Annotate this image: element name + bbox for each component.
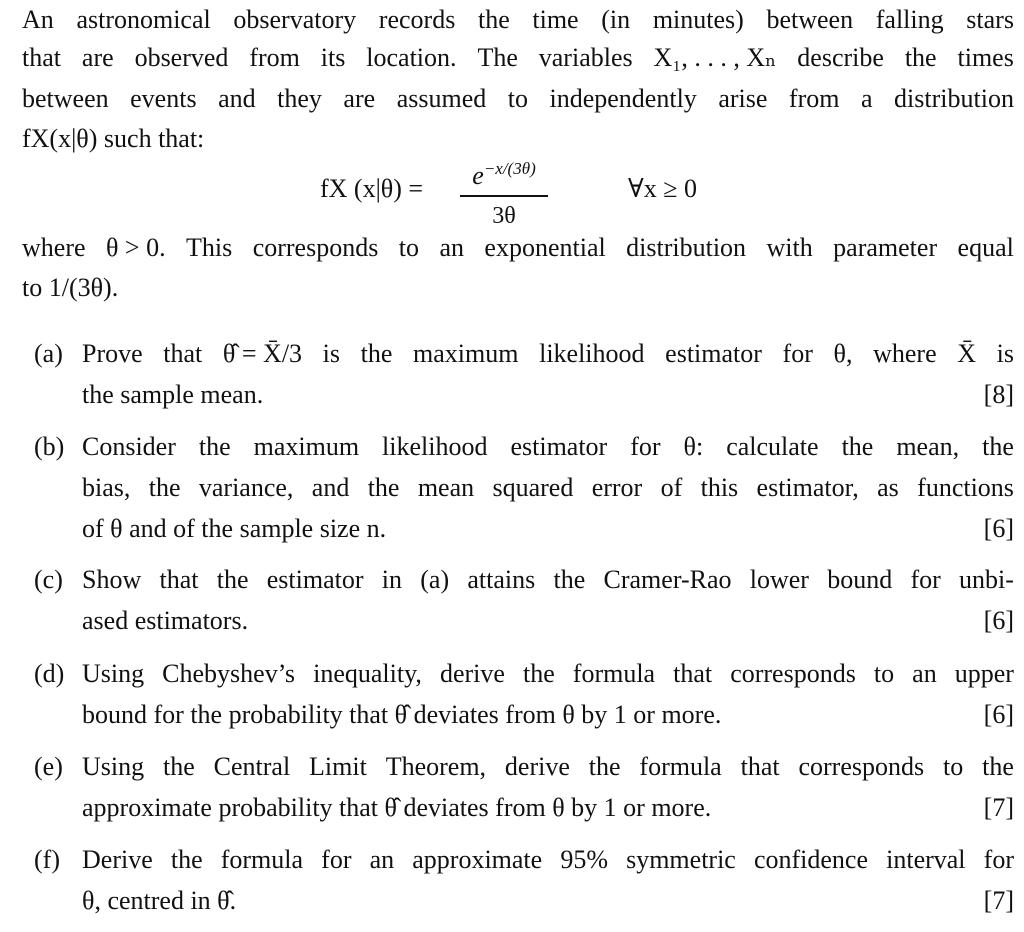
intro-line-3-word: distribution [894,84,1014,113]
question-line-word: symmetric [626,845,736,874]
question-line-word: of [660,473,683,502]
question-line-word: estimator [510,432,608,461]
density-formula [0,152,1024,232]
question-line-word: likelihood [539,339,645,368]
intro-line-1-word: records [378,5,456,34]
marks-badge: [7] [983,793,1014,822]
question-line-word: the [360,339,393,368]
question-line-word: Derive [82,845,153,874]
intro-line-1-word: observatory [233,5,357,34]
intro-line-1-word: between [766,5,854,34]
question-line-word: an [912,659,937,688]
question-line [82,334,1014,374]
question-line-word: θ̂ = X̄/3 [222,339,303,368]
question-line-word: mean, [896,432,960,461]
question-line-word: an [369,845,395,874]
question-line [82,427,1014,467]
formula-numerator [456,152,552,193]
formula-condition: ∀x ≥ 0 [628,174,697,203]
question-line-word: for [910,565,941,594]
question-line-word: inequality, [313,659,422,688]
question-line-word: estimator, [756,473,859,502]
question-line-word: corresponds [730,659,856,688]
question-line-word: to [873,659,895,688]
formula-lhs: fX (x|θ) = [320,174,424,203]
question-line-word: the [367,473,400,502]
question-line-word: Limit [309,752,367,781]
question-line-word: estimator [266,565,364,594]
question-line [82,560,1014,600]
question-line-word: likelihood [382,432,488,461]
question-line-word: in [381,565,403,594]
intro-line-2-word: The [477,43,518,72]
question-line: bound for the probability that θ̂ deviates from θ by 1 or more. [82,700,722,729]
intro-line-5-word: where [22,233,86,262]
question-line-word: formula [572,659,656,688]
intro-line-6: to 1/(3θ). [22,273,119,302]
question-line-word: formula [220,845,304,874]
question-line-word: calculate [726,432,819,461]
intro-line-2-word: observed [134,43,229,72]
intro-line-2-word: from [249,43,300,72]
formula-numerator-exponent: −x/(3θ) [483,159,536,178]
question-line-word: for [782,339,813,368]
intro-line-2-word: variables [538,43,633,72]
question-line-word: bias, [82,473,131,502]
question-line-word: maximum [413,339,519,368]
question-line-word: Consider [82,432,176,461]
marks-badge: [8] [983,380,1014,409]
question-line [82,468,1014,508]
question-line-word: Cramer-Rao [603,565,732,594]
question-line [82,840,1014,880]
intro-line-2-word: location. [366,43,457,72]
intro-line-3-word: events [130,84,197,113]
formula-fraction [456,152,552,231]
question-line: θ, centred in θ̂. [82,886,237,915]
question-label: (f) [34,845,60,874]
intro-line-5-word: parameter [833,233,938,262]
question-line-word: corresponds [798,752,925,781]
intro-line-5-word: an [439,233,464,262]
question-line-word: squared [492,473,574,502]
question-label: (b) [34,432,65,461]
question-line-word: 95% [560,845,608,874]
question-line-word: θ, [833,339,853,368]
intro-line-2-word: the [904,43,937,72]
intro-line-5-word: θ > 0. [105,233,166,262]
question-line-word: Using [82,659,145,688]
question-line-word: is [322,339,341,368]
question-b [34,427,1014,550]
intro-line-2-word: describe [797,43,884,72]
question-line-word: (a) [420,565,450,594]
question-line-word: is [996,339,1014,368]
question-label: (a) [34,339,63,368]
question-line-word: Show [82,565,142,594]
question-line-word: that [159,565,199,594]
question-line-word: bound [827,565,893,594]
question-line: the sample mean. [82,380,264,409]
question-line-word: formula [639,752,722,781]
marks-badge: [7] [983,886,1014,915]
question-label: (c) [34,565,63,594]
question-line-word: and [311,473,350,502]
question-f [34,840,1014,922]
intro-line-2-word: are [81,43,114,72]
question-line-word: variance, [198,473,294,502]
intro-line-3-word: between [22,84,109,113]
question-line-word: for [630,432,661,461]
intro-line-3-word: arise [718,84,768,113]
intro-line-5-word: This [186,233,233,262]
question-line [82,747,1014,787]
marks-badge: [6] [983,606,1014,635]
question-e [34,747,1014,829]
intro-line-1-word: the [477,5,510,34]
intro-line-3-word: assumed [396,84,487,113]
question-d [34,654,1014,736]
intro-line-5-word: distribution [626,233,747,262]
question-line-word: attains [467,565,536,594]
question-line-word: as [877,473,899,502]
intro-line-3-word: to [507,84,528,113]
intro-line-1 [22,0,1014,40]
question-line-word: that [673,659,713,688]
question-line-word: the [553,565,586,594]
intro-line-3-word: independently [549,84,697,113]
question-line-word: the [198,432,231,461]
question-line-word: estimator [665,339,762,368]
intro-line-5 [22,228,1014,268]
question-line-word: unbi- [959,565,1014,594]
intro-line-3-word: from [788,84,840,113]
intro-line-3-word: and [218,84,256,113]
question-line: of θ and of the sample size n. [82,514,387,543]
question-line-word: X̄ [957,339,977,368]
question-line-word: lower [749,565,809,594]
formula-numerator-base: e [472,161,484,190]
question-line-word: θ: [683,432,704,461]
question-line-word: the [148,473,181,502]
question-line-word: Theorem, [385,752,487,781]
intro-line-3 [22,79,1014,119]
question-line-word: to [942,752,964,781]
intro-line-2-word: X₁, . . . , Xₙ [653,43,777,72]
intro-line-2-word: times [957,43,1014,72]
question-line-word: the [522,659,555,688]
intro-line-1-word: (in [601,5,631,34]
question-line-word: the [982,752,1014,781]
intro-line-1-word: time [532,5,579,34]
question-a [34,334,1014,416]
question-line-word: mean [417,473,475,502]
question-line-word: Using [82,752,145,781]
question-line-word: the [216,565,249,594]
intro-line-5-word: with [766,233,813,262]
intro-line-2-word: its [320,43,346,72]
intro-line-1-word: stars [966,5,1014,34]
question-label: (e) [34,752,63,781]
question-line-word: functions [917,473,1014,502]
question-line-word: this [700,473,739,502]
intro-line-3-word: a [860,84,873,113]
question-line-word: the [163,752,195,781]
question-line [82,654,1014,694]
marks-badge: [6] [983,514,1014,543]
question-line-word: interval [886,845,966,874]
question-line-word: where [873,339,937,368]
question-line-word: maximum [253,432,360,461]
question-line-word: approximate [412,845,543,874]
intro-line-5-word: to [398,233,419,262]
intro-line-5-word: corresponds [252,233,379,262]
question-line-word: derive [504,752,570,781]
intro-line-1-word: minutes) [652,5,744,34]
fraction-bar [460,195,548,197]
question-line-word: that [163,339,203,368]
question-label: (d) [34,659,65,688]
intro-line-3-word: are [343,84,376,113]
question-line-word: that [740,752,780,781]
question-line-word: Central [213,752,291,781]
intro-line-1-word: astronomical [76,5,211,34]
question-line-word: the [982,432,1014,461]
question-line: approximate probability that θ̂ deviates from θ by 1 or more. [82,793,712,822]
question-c [34,560,1014,642]
question-line-word: upper [954,659,1014,688]
formula-denominator: 3θ [492,202,516,229]
intro-line-1-word: falling [875,5,944,34]
question-line-word: the [170,845,203,874]
question-line-word: the [841,432,874,461]
question-line-word: Prove [82,339,143,368]
intro-line-4: fX(x|θ) such that: [22,124,205,153]
question-line-word: Chebyshev’s [162,659,296,688]
question-line-word: the [588,752,621,781]
intro-line-5-word: equal [957,233,1014,262]
intro-line-2 [22,38,1014,78]
question-line-word: error [591,473,643,502]
question-line-word: for [983,845,1014,874]
question-line: ased estimators. [82,606,249,635]
question-line-word: derive [439,659,505,688]
question-line-word: for [321,845,352,874]
intro-line-1-word: An [22,5,54,34]
question-line-word: confidence [753,845,869,874]
intro-line-3-word: they [277,84,322,113]
marks-badge: [6] [983,700,1014,729]
intro-line-5-word: exponential [484,233,606,262]
intro-line-2-word: that [22,43,61,72]
